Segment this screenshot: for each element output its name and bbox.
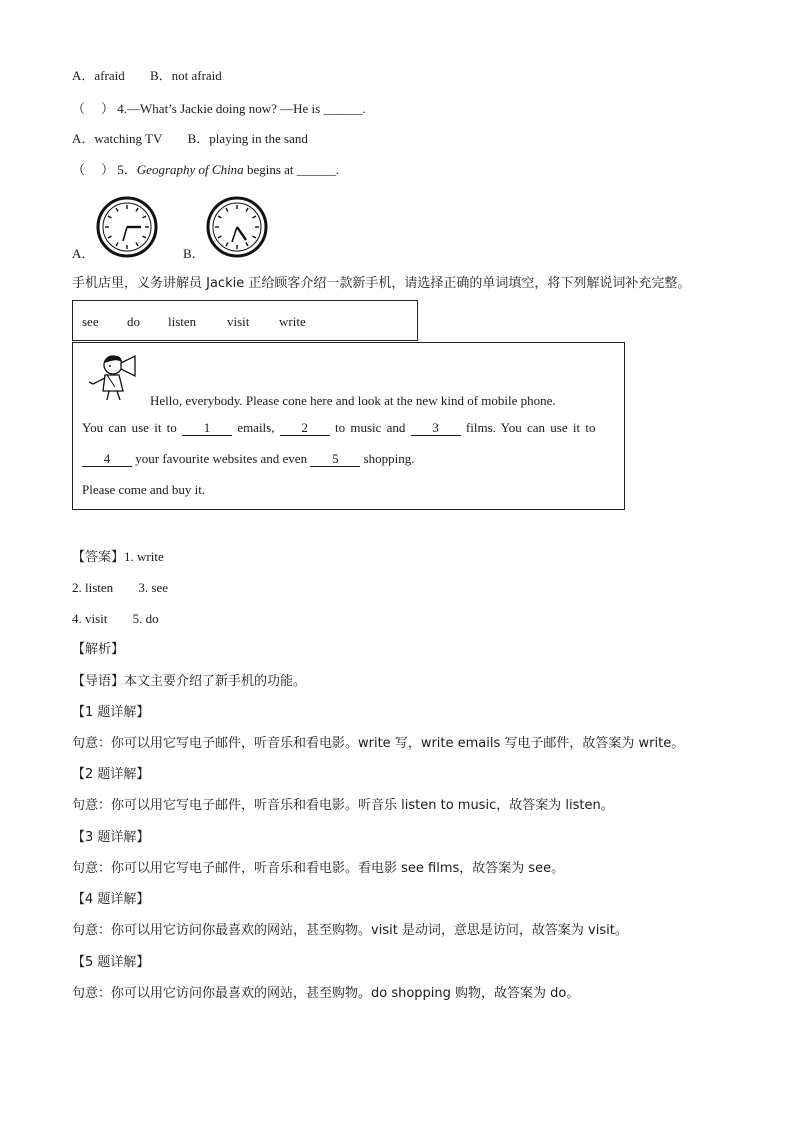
passage-line-1: Hello, everybody. Please cone here and look at the new kind of mobile phone. <box>150 393 556 408</box>
option-a: A．watching TV <box>72 131 163 146</box>
intro-text: 本文主要介绍了新手机的功能。 <box>124 674 307 689</box>
answer-line-3 <box>72 611 159 627</box>
answer-bracket-close[interactable]: ） <box>101 163 115 178</box>
blank-5[interactable]: 5 <box>310 452 360 467</box>
detail-head-2: 【2 题详解】 <box>72 767 150 782</box>
word-bank-item: see <box>82 314 99 329</box>
detail-body-3: 句意：你可以用它写电子邮件，听音乐和看电影。看电影 see films，故答案为 see。 <box>72 861 565 876</box>
passage-text: emails, <box>232 420 280 435</box>
q4-options <box>72 131 308 147</box>
blank-1[interactable]: 1 <box>182 421 232 436</box>
detail-body-4: 句意：你可以用它访问你最喜欢的网站，甚至购物。visit 是动词，意思是访问，故答案为 visit。 <box>72 923 628 938</box>
word-bank-item: listen <box>168 314 197 329</box>
passage-line-3 <box>82 451 415 467</box>
detail-head-3: 【3 题详解】 <box>72 830 150 845</box>
answer-item: 4. visit <box>72 611 108 626</box>
passage-line-4: Please come and buy it. <box>82 482 206 497</box>
answer-bracket-close[interactable]: ） <box>101 102 115 117</box>
word-bank-item: write <box>279 314 306 329</box>
answer-bracket-open[interactable]: （ <box>72 163 86 178</box>
passage-text: to music and <box>329 420 411 435</box>
answer-bracket-open[interactable]: （ <box>72 102 86 117</box>
blank-2[interactable]: 2 <box>280 421 330 436</box>
word-bank <box>72 300 418 341</box>
question-number: 5． <box>117 162 137 177</box>
q3-options <box>72 68 222 84</box>
question-5 <box>72 162 339 179</box>
detail-head-5: 【5 题详解】 <box>72 955 150 970</box>
passage-text: your favourite websites and even <box>132 451 311 466</box>
detail-body-2: 句意：你可以用它写电子邮件，听音乐和看电影。听音乐 listen to music，故答案为 listen。 <box>72 798 614 813</box>
blank-4[interactable]: 4 <box>82 452 132 467</box>
option-b: B．playing in the sand <box>187 131 308 146</box>
passage-text: You can use it to <box>82 420 183 435</box>
answer-item: 1. write <box>124 549 164 564</box>
question-text: begins at ______. <box>243 162 340 177</box>
passage-text: shopping. <box>360 451 415 466</box>
section-instruction: 手机店里，义务讲解员 Jackie 正给顾客介绍一款新手机，请选择正确的单词填空，将下列解说词补充完整。 <box>72 276 691 291</box>
option-b-label: B． <box>183 246 205 261</box>
answer-item: 5. do <box>132 611 159 626</box>
book-title: Geography of China <box>136 162 244 177</box>
option-a: A．afraid <box>72 68 125 83</box>
clock-b-icon[interactable] <box>206 196 268 258</box>
clock-a-icon[interactable] <box>96 196 158 258</box>
passage-box <box>72 342 625 510</box>
word-bank-item: do <box>127 314 140 329</box>
word-bank-item: visit <box>227 314 250 329</box>
option-a-label: A． <box>72 246 95 261</box>
detail-head-4: 【4 题详解】 <box>72 892 150 907</box>
intro-line <box>72 674 306 690</box>
detail-body-1: 句意：你可以用它写电子邮件，听音乐和看电影。write 写，write emails 写电子邮件，故答案为 write。 <box>72 736 685 751</box>
passage-text: films. You can use it to <box>460 420 596 435</box>
option-b: B．not afraid <box>149 68 222 83</box>
speaker-with-megaphone-icon <box>83 351 147 401</box>
analysis-tag: 【解析】 <box>72 642 125 657</box>
detail-body-5: 句意：你可以用它访问你最喜欢的网站，甚至购物。do shopping 购物，故答案为 do。 <box>72 986 580 1001</box>
answer-line-1 <box>72 549 164 566</box>
answer-item: 2. listen <box>72 580 114 595</box>
answer-tag: 【答案】 <box>72 550 125 565</box>
answer-line-2 <box>72 580 168 596</box>
question-4 <box>72 101 366 118</box>
intro-tag: 【导语】 <box>72 674 125 689</box>
detail-head-1: 【1 题详解】 <box>72 705 150 720</box>
answer-item: 3. see <box>138 580 169 595</box>
blank-3[interactable]: 3 <box>411 421 461 436</box>
question-text: 4.—What’s Jackie doing now? —He is ______. <box>117 101 366 116</box>
passage-line-2 <box>82 420 595 436</box>
